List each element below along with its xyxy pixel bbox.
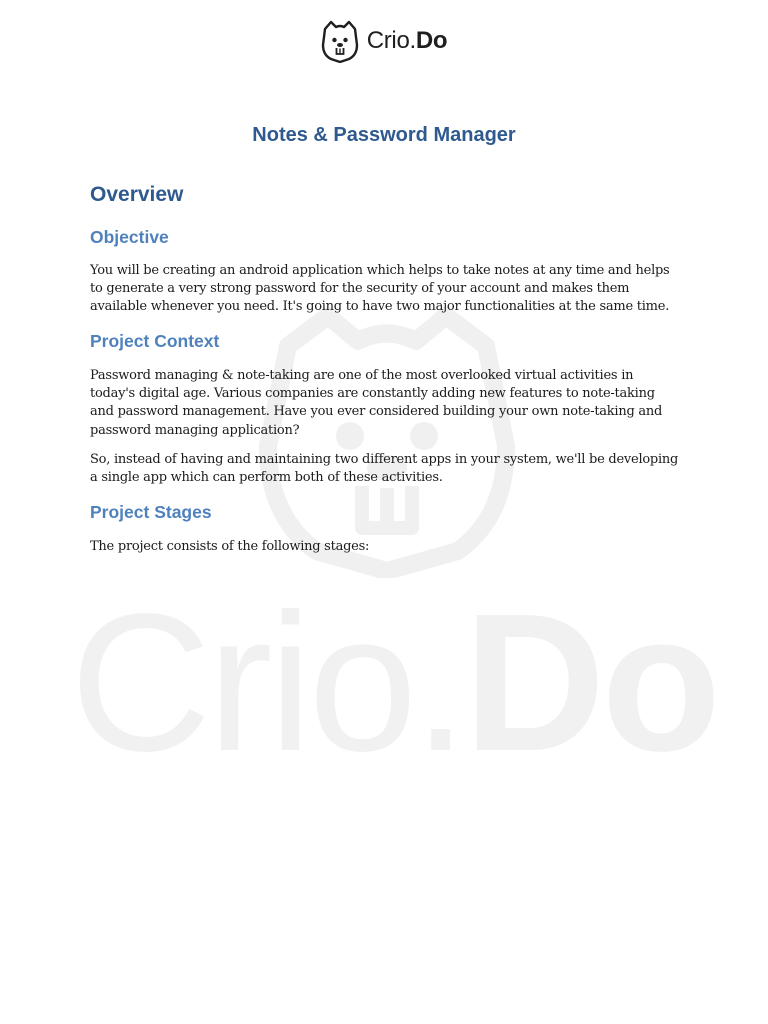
watermark-text-regular: Crio. [70, 573, 464, 792]
header-logo [0, 18, 768, 64]
watermark-text-bold: Do [463, 573, 718, 792]
logo-name-regular: Crio. [366, 27, 416, 54]
beaver-mascot-icon [321, 19, 359, 63]
document-title: Notes & Password Manager [252, 124, 516, 146]
logo-wordmark [367, 27, 448, 55]
overview-heading: Overview [90, 183, 184, 206]
section-heading-project-context: Project Context [90, 331, 220, 351]
project-stages-paragraph: The project consists of the following stages: [90, 539, 370, 554]
watermark-wordmark [70, 573, 718, 792]
section-heading-objective: Objective [90, 227, 169, 247]
objective-paragraph: You will be creating an android application which helps to take notes at any time and helps to generate a very strong password for the security of your account and makes them available whenever you need. It's going to have two major functionalities at the same time. [90, 263, 670, 315]
project-context-paragraph-1: Password managing & note-taking are one of the most overlooked virtual activities in today's digital age. Various companies are constantly adding new features to note-taking and password management. Have you ever considered building your own note-taking and password managing application? [90, 368, 663, 438]
section-heading-project-stages: Project Stages [90, 502, 212, 522]
logo-name-bold: Do [415, 27, 448, 54]
project-context-paragraph-2: So, instead of having and maintaining two different apps in your system, we'll be developing a single app which can perform both of these activities. [90, 452, 679, 486]
